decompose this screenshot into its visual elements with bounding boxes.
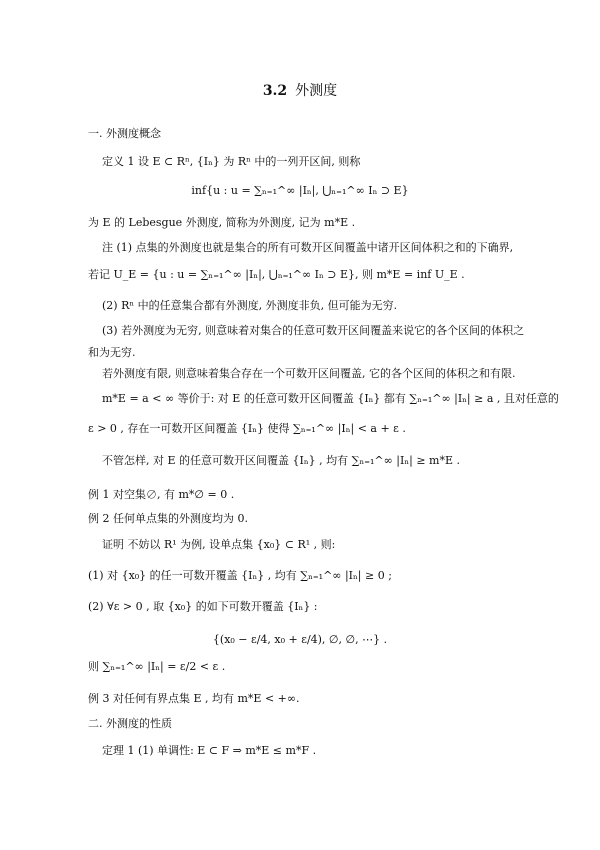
page-title <box>0 80 600 100</box>
finite-case: 若外测度有限, 则意味着集合存在一个可数开区间覆盖, 它的各个区间的体积之和有限. <box>102 367 516 380</box>
definition-1: 定义 1 设 E ⊂ Rⁿ, {Iₙ} 为 Rⁿ 中的一列开区间, 则称 <box>102 155 361 168</box>
note-3-cont: 和为无穷. <box>88 346 136 359</box>
anyway-statement: 不管怎样, 对 E 的任意可数开区间覆盖 {Iₙ} , 均有 ∑ₙ₌₁^∞ |Iₙ| ≥ m*E . <box>102 454 460 467</box>
proof-step-2: (2) ∀ε > 0 , 取 {x₀} 的如下可数开覆盖 {Iₙ} : <box>88 600 318 613</box>
equivalence-2: ε > 0 , 存在一可数开区间覆盖 {Iₙ} 使得 ∑ₙ₌₁^∞ |Iₙ| < a + ε . <box>88 422 406 435</box>
note-2: (2) Rⁿ 中的任意集合都有外测度, 外测度非负, 但可能为无穷. <box>102 299 398 312</box>
proof-intro: 证明 不妨以 R¹ 为例, 设单点集 {x₀} ⊂ R¹ , 则: <box>102 538 336 551</box>
definition-1-formula: inf{u : u = ∑ₙ₌₁^∞ |Iₙ|, ⋃ₙ₌₁^∞ Iₙ ⊃ E} <box>191 184 409 197</box>
proof-step-1: (1) 对 {x₀} 的任一可数开覆盖 {Iₙ} , 均有 ∑ₙ₌₁^∞ |Iₙ| ≥ 0 ; <box>88 569 392 582</box>
equivalence-1: m*E = a < ∞ 等价于: 对 E 的任意可数开区间覆盖 {Iₙ} 都有 ∑ₙ₌₁^∞ |Iₙ| ≥ a , 且对任意的 <box>102 392 559 405</box>
section-heading-1: 一. 外测度概念 <box>88 127 161 140</box>
note-1-cont: 若记 U_E = {u : u = ∑ₙ₌₁^∞ |Iₙ|, ⋃ₙ₌₁^∞ Iₙ ⊃ E}, 则 m*E = inf U_E . <box>88 268 465 281</box>
theorem-1: 定理 1 (1) 单调性: E ⊂ F ⇒ m*E ≤ m*F . <box>102 744 317 757</box>
proof-conclusion: 则 ∑ₙ₌₁^∞ |Iₙ| = ε/2 < ε . <box>88 660 226 673</box>
example-1: 例 1 对空集∅, 有 m*∅ = 0 . <box>88 488 235 501</box>
title-number: 3.2 <box>262 83 288 99</box>
section-heading-2: 二. 外测度的性质 <box>88 717 172 730</box>
proof-step-2-formula: {(x₀ − ε/4, x₀ + ε/4), ∅, ∅, ⋯} . <box>212 633 388 646</box>
title-text: 外测度 <box>295 83 338 99</box>
example-2: 例 2 任何单点集的外测度均为 0. <box>88 512 248 525</box>
definition-1-tail: 为 E 的 Lebesgue 外测度, 简称为外测度, 记为 m*E . <box>88 216 356 229</box>
note-1: 注 (1) 点集的外测度也就是集合的所有可数开区间覆盖中诸开区间体积之和的下确界, <box>102 241 514 254</box>
note-3: (3) 若外测度为无穷, 则意味着对集合的任意可数开区间覆盖来说它的各个区间的体积之 <box>102 324 525 337</box>
example-3: 例 3 对任何有界点集 E , 均有 m*E < +∞. <box>88 692 300 705</box>
